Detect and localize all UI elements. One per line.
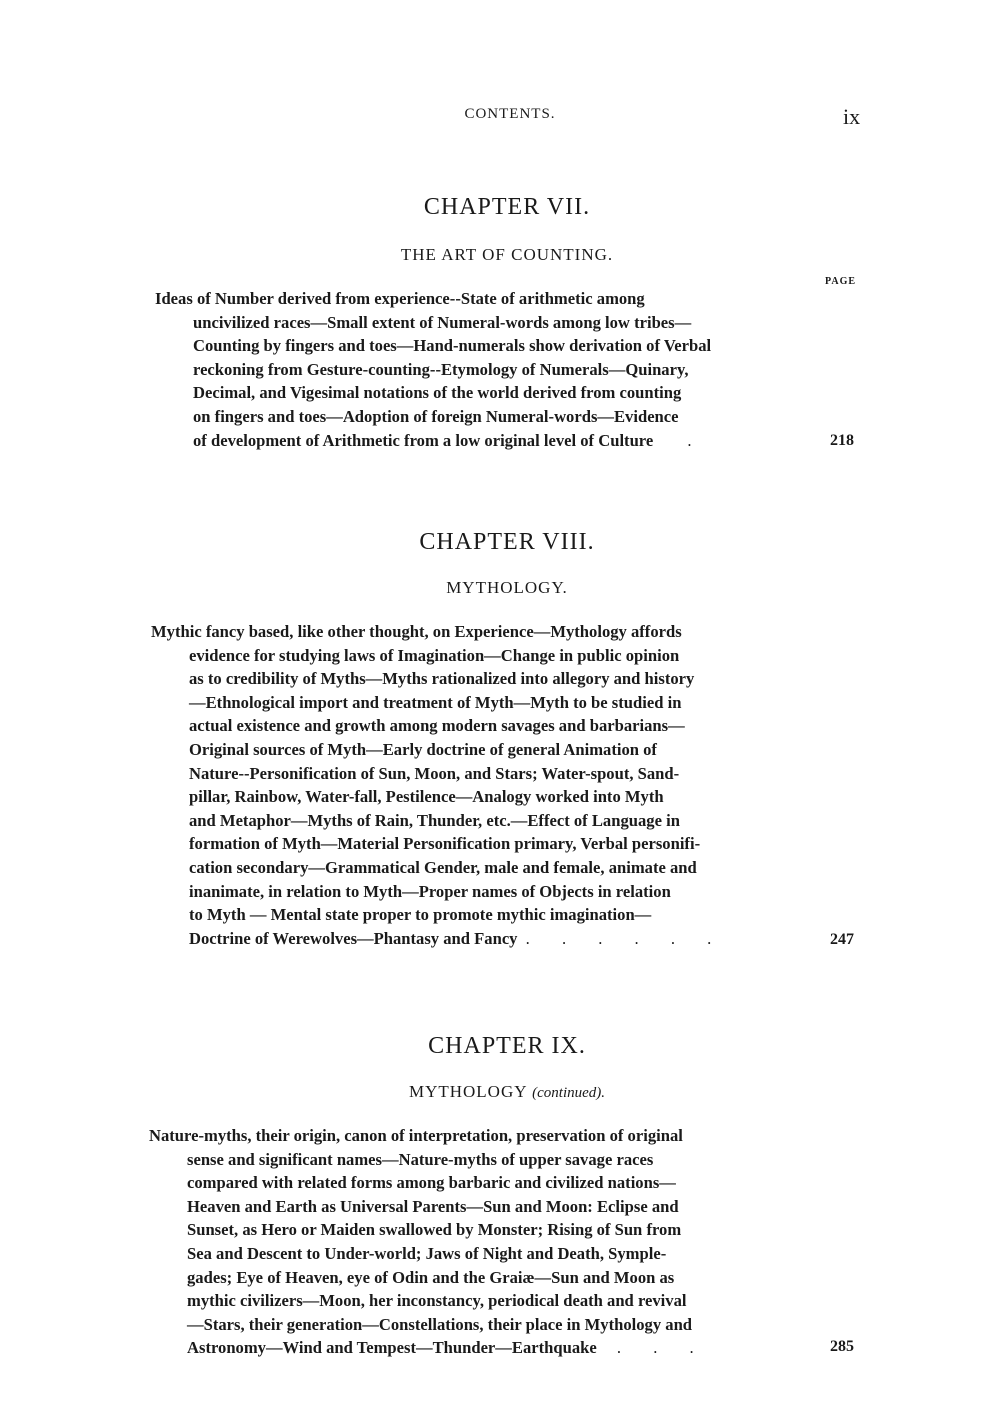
running-title: CONTENTS. — [464, 106, 556, 122]
summary-line: gades; Eye of Heaven, eye of Odin and the Graiæ—Sun and Moon as — [187, 1267, 675, 1287]
summary-line: —Ethnological import and treatment of Myth—Myth to be studied in — [189, 692, 682, 712]
dot-leaders: . . . — [616, 1338, 708, 1358]
summary-line: reckoning from Gesture-counting--Etymology of Numerals—Quinary, — [193, 359, 689, 379]
summary-line: actual existence and growth among modern savages and barbarians— — [189, 716, 685, 736]
dot-leaders: . . . . . . — [525, 928, 726, 948]
summary-line — [187, 1336, 805, 1360]
toc-entry-summary — [149, 1124, 805, 1360]
chapter-subtitle: THE ART OF COUNTING. — [400, 245, 614, 264]
summary-line: Counting by fingers and toes—Hand-numerals show derivation of Verbal — [193, 336, 712, 356]
summary-line-text: Astronomy—Wind and Tempest—Thunder—Earthquake — [187, 1338, 597, 1358]
summary-line: compared with related forms among barbaric and civilized nations— — [187, 1173, 676, 1193]
summary-line: evidence for studying laws of Imagination—Change in public opinion — [189, 645, 680, 665]
chapter-heading: CHAPTER IX. — [428, 1033, 586, 1059]
chapter-heading: CHAPTER VII. — [423, 194, 591, 220]
toc-entry-summary — [155, 287, 813, 452]
running-head — [0, 104, 1000, 134]
summary-line: pillar, Rainbow, Water-fall, Pestilence—Analogy worked into Myth — [189, 787, 664, 807]
page-number: 285 — [830, 1338, 854, 1355]
chapter-subtitle — [0, 1082, 1000, 1102]
summary-line-text: of development of Arithmetic from a low original level of Culture — [193, 430, 654, 450]
page-column-label: PAGE — [825, 276, 857, 287]
chapter-subtitle-note: (continued). — [532, 1085, 606, 1101]
summary-line: —Stars, their generation—Constellations, their place in Mythology and — [187, 1314, 693, 1334]
summary-line: Ideas of Number derived from experience--State of arithmetic among — [155, 289, 645, 308]
summary-line-text: Doctrine of Werewolves—Phantasy and Fancy — [189, 928, 518, 948]
page-number: 218 — [830, 432, 854, 449]
page-number: 247 — [830, 931, 854, 948]
chapter-subtitle: MYTHOLOGY. — [446, 578, 568, 597]
chapter-subtitle-text: MYTHOLOGY — [408, 1082, 527, 1101]
summary-line: on fingers and toes—Adoption of foreign Numeral-words—Evidence — [193, 406, 679, 426]
dot-leaders: . — [687, 430, 706, 450]
summary-line: mythic civilizers—Moon, her inconstancy, periodical death and revival — [187, 1291, 687, 1311]
summary-line: Sea and Descent to Under-world; Jaws of Night and Death, Symple- — [187, 1243, 667, 1263]
summary-line: cation secondary—Grammatical Gender, male and female, animate and — [189, 857, 697, 877]
summary-line: Original sources of Myth—Early doctrine of general Animation of — [189, 739, 657, 759]
summary-line: Sunset, as Hero or Maiden swallowed by Monster; Rising of Sun from — [187, 1220, 682, 1240]
summary-line: Heaven and Earth as Universal Parents—Sun and Moon: Eclipse and — [187, 1196, 679, 1216]
summary-line: uncivilized races—Small extent of Numeral-words among low tribes— — [193, 312, 692, 332]
summary-line — [193, 429, 813, 453]
summary-line: to Myth — Mental state proper to promote mythic imagination— — [189, 905, 652, 925]
summary-line: Nature--Personification of Sun, Moon, and Stars; Water-spout, Sand- — [189, 763, 680, 783]
page-folio: ix — [843, 104, 861, 129]
summary-line: inanimate, in relation to Myth—Proper names of Objects in relation — [189, 881, 671, 901]
toc-entry-summary — [151, 620, 809, 950]
summary-line — [189, 927, 809, 951]
summary-line: formation of Myth—Material Personification primary, Verbal personifi- — [189, 834, 701, 854]
summary-line: Decimal, and Vigesimal notations of the world derived from counting — [193, 383, 682, 403]
summary-line: as to credibility of Myths—Myths rationalized into allegory and history — [189, 669, 695, 689]
summary-line: and Metaphor—Myths of Rain, Thunder, etc.—Effect of Language in — [189, 810, 680, 830]
summary-line: Mythic fancy based, like other thought, on Experience—Mythology affords — [151, 622, 682, 641]
summary-line: sense and significant names—Nature-myths of upper savage races — [187, 1149, 654, 1169]
summary-line: Nature-myths, their origin, canon of interpretation, preservation of original — [149, 1126, 683, 1145]
chapter-heading: CHAPTER VIII. — [419, 529, 595, 555]
